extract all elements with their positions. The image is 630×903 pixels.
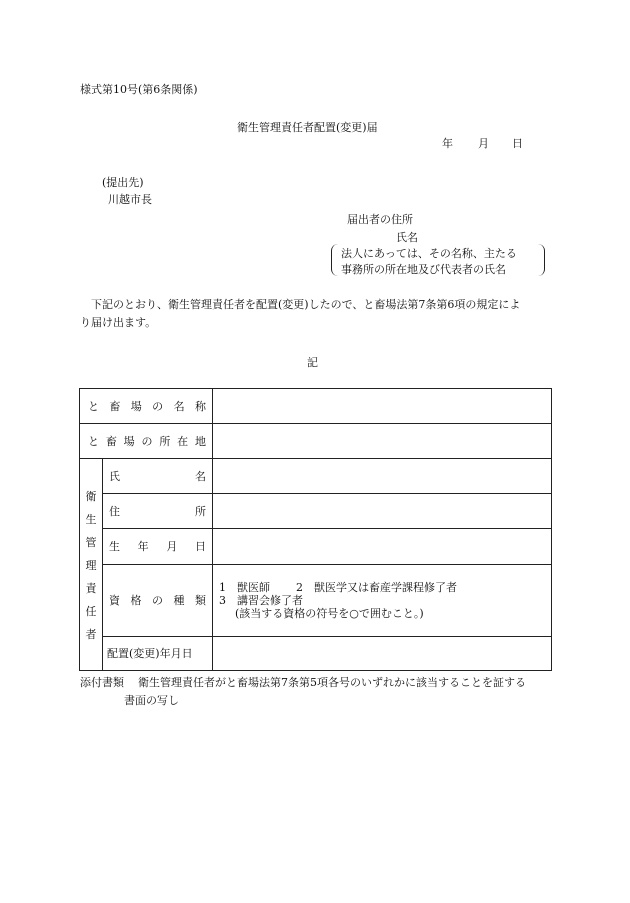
qual-option-3[interactable]: 3 講習会修了者 bbox=[219, 593, 303, 607]
input-manager-birthdate[interactable] bbox=[213, 529, 552, 564]
qualification-options[interactable] bbox=[213, 564, 552, 636]
applicant-note-line2: 事務所の所在地及び代表者の氏名 bbox=[341, 263, 506, 276]
attachment-line2: 書面の写し bbox=[124, 694, 179, 707]
form-title: 衛生管理責任者配置(変更)届 bbox=[237, 121, 378, 134]
label-manager-name: 氏 名 bbox=[103, 459, 213, 494]
label-slaughterhouse-name: と 畜 場 の 名 称 bbox=[80, 389, 213, 424]
input-manager-address[interactable] bbox=[213, 494, 552, 529]
recipient-name: 川越市長 bbox=[108, 193, 152, 206]
applicant-address-label: 届出者の住所 bbox=[347, 213, 413, 226]
body-text-line2: り届け出ます。 bbox=[80, 316, 157, 329]
row-manager-birthdate bbox=[80, 529, 552, 564]
qual-option-1[interactable]: 1 獣医師 bbox=[219, 580, 270, 594]
label-manager-birthdate: 生 年 月 日 bbox=[103, 529, 213, 564]
row-slaughterhouse-location bbox=[80, 424, 552, 459]
form-number: 様式第10号(第6条関係) bbox=[80, 83, 198, 96]
attachment-line1: 衛生管理責任者がと畜場法第7条第5項各号のいずれかに該当することを証する bbox=[138, 676, 526, 689]
input-manager-name[interactable] bbox=[213, 459, 552, 494]
date-month-label: 月 bbox=[478, 137, 489, 150]
label-slaughterhouse-location: と 畜 場 の 所 在 地 bbox=[80, 424, 213, 459]
date-year-label: 年 bbox=[442, 137, 453, 150]
recipient-label: (提出先) bbox=[102, 176, 144, 189]
body-text-line1: 下記のとおり、衛生管理責任者を配置(変更)したので、と畜場法第7条第6項の規定によ bbox=[91, 298, 521, 311]
label-manager-address: 住 所 bbox=[103, 494, 213, 529]
row-slaughterhouse-name bbox=[80, 389, 552, 424]
row-assignment-date bbox=[80, 636, 552, 670]
label-assignment-date: 配置(変更)年月日 bbox=[103, 636, 213, 670]
date-day-label: 日 bbox=[512, 137, 523, 150]
attachment-label: 添付書類 bbox=[80, 676, 124, 689]
row-qualification-type bbox=[80, 564, 552, 636]
group-label-sanitation-manager: 衛 生 管 理 責 任 者 bbox=[80, 459, 103, 671]
input-slaughterhouse-name[interactable] bbox=[213, 389, 552, 424]
input-slaughterhouse-location[interactable] bbox=[213, 424, 552, 459]
input-assignment-date[interactable] bbox=[213, 636, 552, 670]
qual-option-2[interactable]: 2 獣医学又は畜産学課程修了者 bbox=[296, 580, 457, 594]
qual-note: (該当する資格の符号を○で囲むこと。) bbox=[235, 606, 424, 620]
row-manager-name bbox=[80, 459, 552, 494]
ki-label: 記 bbox=[307, 356, 318, 369]
applicant-note-line1: 法人にあっては、その名称、主たる bbox=[341, 247, 517, 260]
label-qualification-type: 資 格 の 種 類 bbox=[103, 564, 213, 636]
applicant-name-label: 氏名 bbox=[396, 231, 418, 244]
row-manager-address bbox=[80, 494, 552, 529]
facility-form-table bbox=[79, 388, 552, 671]
